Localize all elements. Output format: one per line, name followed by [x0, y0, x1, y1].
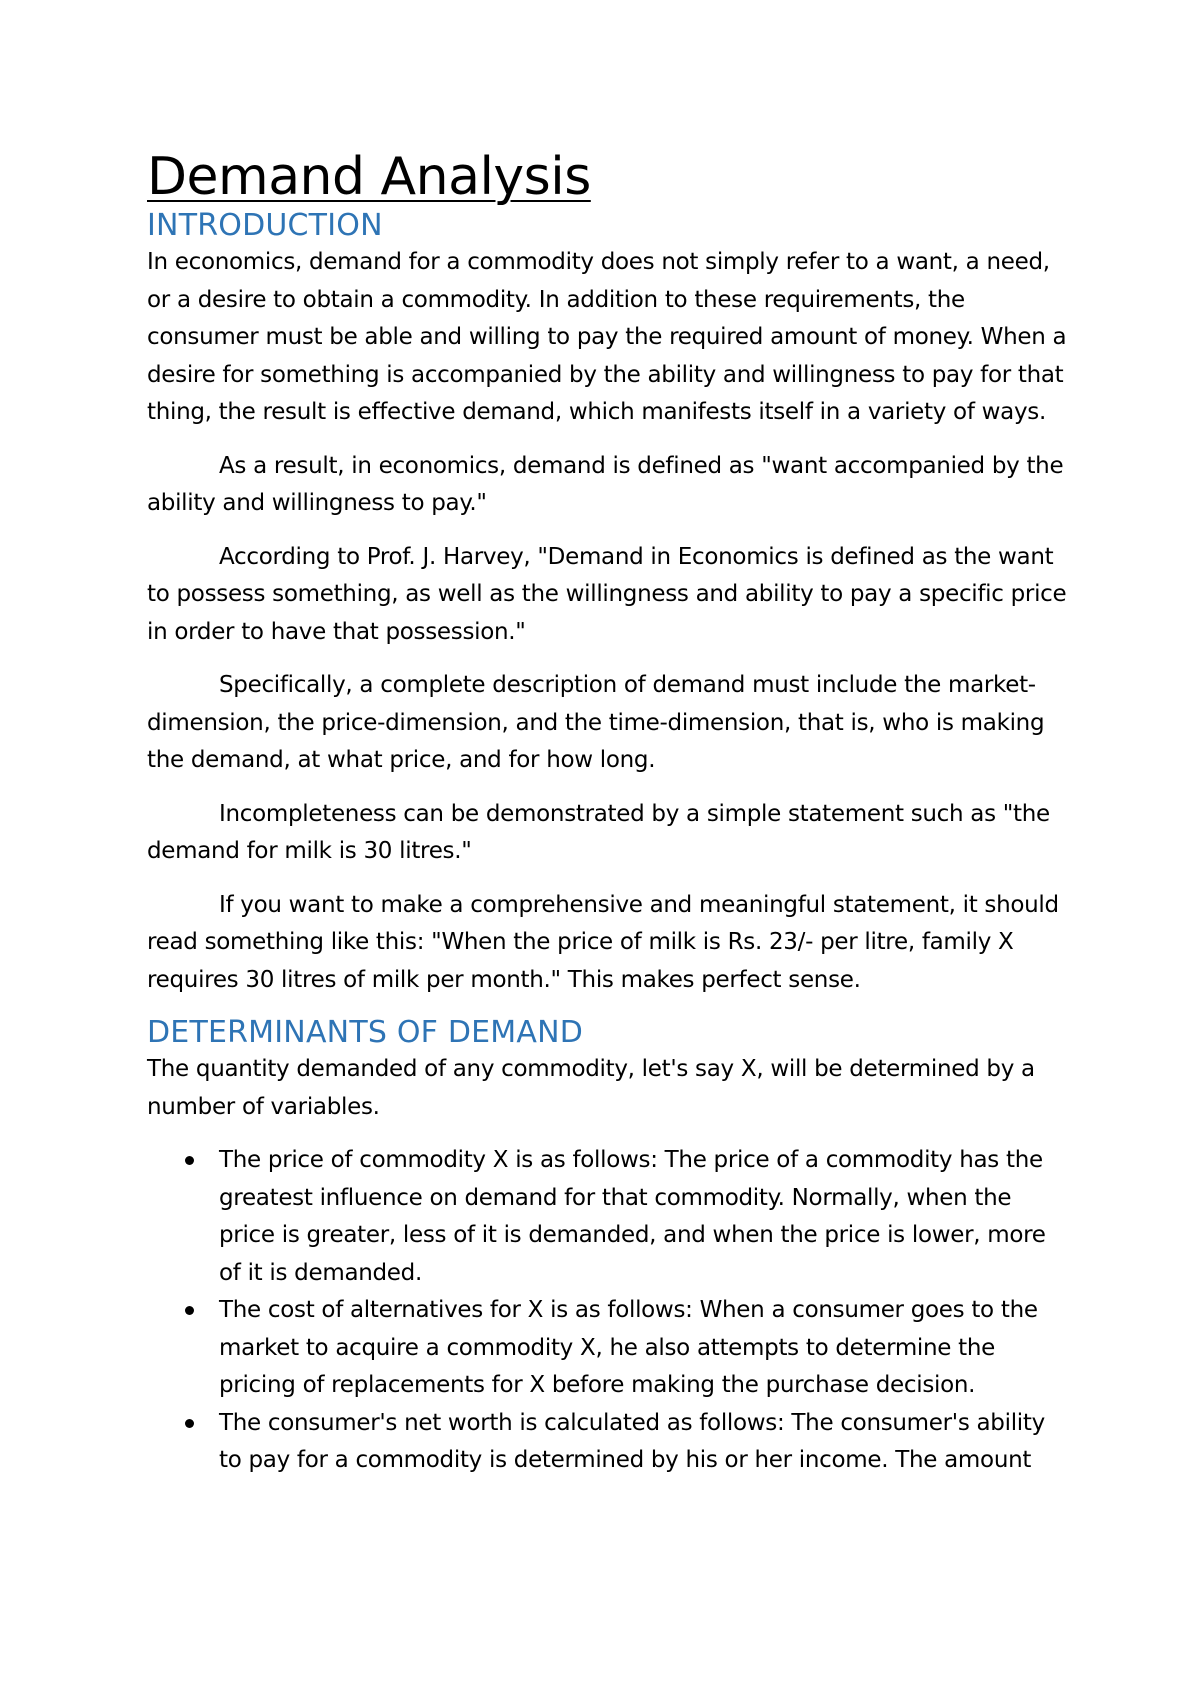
bullet-item: [147, 1142, 1067, 1292]
intro-paragraph: In economics, demand for a commodity does not simply refer to a want, a need, or a desire to obtain a commodity. In addition to these requirements, the consumer must be able and willing to pay the required amount of money. When a desire for something is accompanied by the ability and willingness to pay for that thing, the result is effective demand, which manifests itself in a variety of ways.: [147, 249, 1067, 425]
section-heading-determinants: DETERMINANTS OF DEMAND: [147, 1015, 584, 1050]
intro-paragraph: Specifically, a complete description of demand must include the market-dimension, the price-dimension, and the time-dimension, that is, who is making the demand, at what price, and for how long.: [147, 672, 1045, 773]
determinants-intro-paragraph: The quantity demanded of any commodity, let's say X, will be determined by a number of variables.: [147, 1056, 1035, 1120]
bullet-icon: [185, 1156, 194, 1165]
section-heading-introduction: INTRODUCTION: [147, 208, 383, 243]
bullet-item: [147, 1405, 1067, 1480]
bullet-text: The consumer's net worth is calculated as follows: The consumer's ability to pay for a commodity is determined by his or her income. The amount: [219, 1409, 1045, 1473]
document-title: Demand Analysis: [147, 147, 591, 207]
bullet-item: [147, 1292, 1067, 1405]
document-body: [147, 146, 1067, 1480]
intro-paragraph: According to Prof. J. Harvey, "Demand in Economics is defined as the want to possess something, as well as the willingness and ability to pay a specific price in order to have that possession.": [147, 543, 1067, 645]
intro-paragraph: As a result, in economics, demand is defined as "want accompanied by the ability and willingness to pay.": [147, 452, 1064, 516]
determinants-bullet-list: [147, 1142, 1067, 1480]
intro-paragraph: Incompleteness can be demonstrated by a simple statement such as "the demand for milk is 30 litres.": [147, 800, 1050, 864]
bullet-text: The cost of alternatives for X is as follows: When a consumer goes to the market to acquire a commodity X, he also attempts to determine the pricing of replacements for X before making the purchase decision.: [219, 1297, 1038, 1398]
intro-paragraph: If you want to make a comprehensive and meaningful statement, it should read something like this: "When the price of milk is Rs. 23/- per litre, family X requires 30 litres of milk per month." This makes perfect sense.: [147, 891, 1059, 993]
bullet-icon: [185, 1419, 194, 1428]
bullet-icon: [185, 1306, 194, 1315]
bullet-text: The price of commodity X is as follows: The price of a commodity has the greatest influence on demand for that commodity. Normally, when the price is greater, less of it is demanded, and when the price is lower, more of it is demanded.: [219, 1147, 1046, 1286]
